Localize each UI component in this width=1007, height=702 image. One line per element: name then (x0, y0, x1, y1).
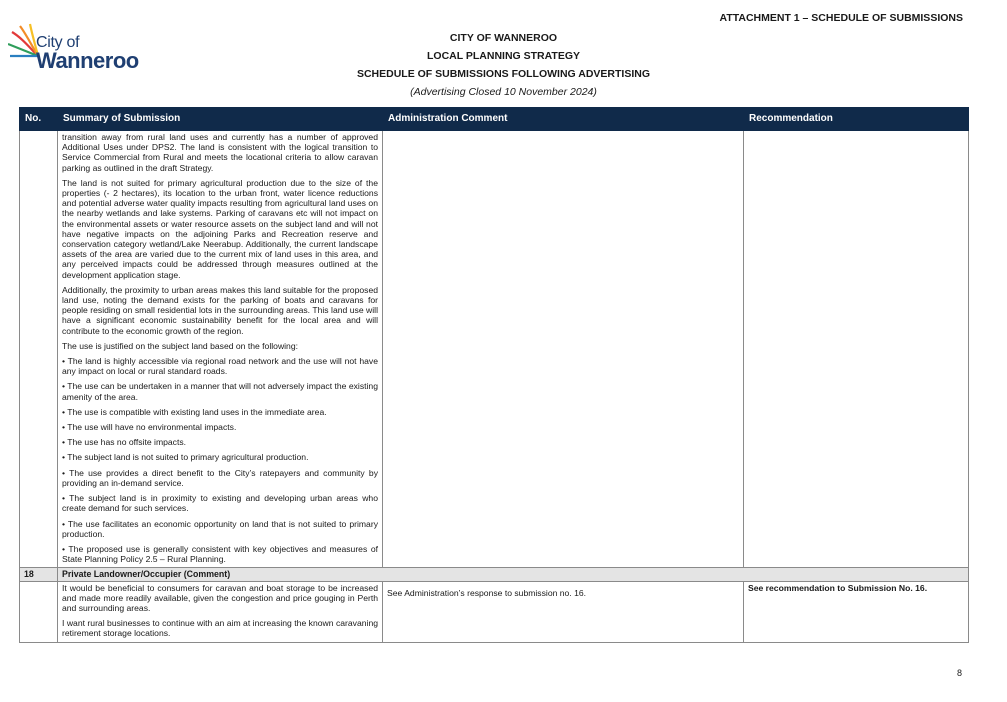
summary-paragraph: The land is not suited for primary agricultural production due to the size of the properties (- 2 hectares), its location to the urban front, water licence reductions and potential adverse water quality impacts resulting from agricultural land uses on the nearby wetlands and lake systems. Parking of caravans etc will not impact on the environmental assets or water resource assets on the subject land and will not have negative impacts on the adjoining Parks and Recreation reserve and conservation category wetland/Lake Neerabup. Additionally, the current landscape assets of the area are varied due to the current mix of land uses in this area, and any perceived impacts could be addressed through measures outlined at the development application stage. (62, 177, 378, 280)
submissions-table (19, 107, 969, 643)
summary-bullet: • The land is highly accessible via regional road network and the use will not have any impact on local or rural standard roads. (62, 356, 378, 377)
section-title: Private Landowner/Occupier (Comment) (58, 568, 969, 581)
cell-recommendation (744, 581, 969, 642)
table-header-row (20, 108, 969, 131)
title-city: CITY OF WANNEROO (449, 32, 558, 44)
summary-bullet: • The subject land is in proximity to existing and developing urban areas who create demand for such services. (62, 493, 378, 514)
col-header-comment: Administration Comment (383, 108, 744, 131)
summary-bullet: • The use can be undertaken in a manner that will not adversely impact the existing amenity of the area. (62, 381, 378, 402)
summary-paragraph: The use is justified on the subject land based on the following: (62, 340, 299, 351)
title-schedule: SCHEDULE OF SUBMISSIONS FOLLOWING ADVERTISING (356, 68, 651, 80)
cell-comment (383, 131, 744, 568)
cell-summary (58, 131, 383, 568)
logo-name-text: Wanneroo (36, 48, 139, 73)
page-number: 8 (956, 668, 962, 678)
summary-bullet: • The use will have no environmental impacts. (62, 422, 237, 433)
summary-bullet: • The proposed use is generally consistent with key objectives and measures of State Planning Policy 2.5 – Rural Planning. (62, 543, 378, 565)
table-row (20, 581, 969, 642)
col-header-no: No. (20, 108, 58, 131)
table-row (20, 131, 969, 568)
summary-paragraph: Additionally, the proximity to urban areas makes this land suitable for the proposed land use, noting the demand exists for the parking of boats and caravans for people residing on small residential lots in the surrounding areas. This land use will have a significant economic sustainability benefit for the local area and will contribute to the economic growth of the region. (62, 284, 378, 336)
summary-bullet: • The use provides a direct benefit to the City’s ratepayers and community by providing an in-demand service. (62, 467, 378, 488)
cell-no (20, 581, 58, 642)
summary-paragraph: It would be beneficial to consumers for caravan and boat storage to be increased and made more readily available, given the congestion and price gouging in Perth and surrounding areas. (62, 582, 378, 613)
cell-no (20, 131, 58, 568)
summary-bullet: • The use has no offsite impacts. (62, 437, 187, 448)
comment-text: See Administration’s response to submission no. 16. (387, 587, 587, 598)
col-header-recommendation: Recommendation (744, 108, 969, 131)
summary-bullet: • The use facilitates an economic opportunity on land that is not suited to primary production. (62, 518, 378, 539)
col-header-summary: Summary of Submission (58, 108, 383, 131)
cell-summary (58, 581, 383, 642)
title-strategy: LOCAL PLANNING STRATEGY (426, 50, 581, 62)
logo-city-text: City of (36, 34, 80, 51)
cell-comment (383, 581, 744, 642)
cell-recommendation (744, 131, 969, 568)
attachment-heading: ATTACHMENT 1 – SCHEDULE OF SUBMISSIONS (719, 12, 963, 24)
section-row-18 (20, 568, 969, 581)
summary-bullet: • The subject land is not suited to primary agricultural production. (62, 452, 309, 463)
title-advertising-closed: (Advertising Closed 10 November 2024) (410, 86, 597, 98)
summary-bullet: • The use is compatible with existing land uses in the immediate area. (62, 406, 327, 417)
document-titles (0, 29, 1007, 101)
recommendation-text: See recommendation to Submission No. 16. (748, 582, 928, 593)
summary-paragraph: transition away from rural land uses and currently has a number of approved Additional Uses under DPS2. The land is consistent with the logical transition to Service Commercial from Rural and meets the locational criteria to allow caravan parking as outlined in the draft Strategy. (62, 132, 378, 173)
summary-paragraph: I want rural businesses to continue with an aim at increasing the known caravaning retirement storage locations. (62, 618, 378, 639)
section-number: 18 (20, 568, 58, 581)
